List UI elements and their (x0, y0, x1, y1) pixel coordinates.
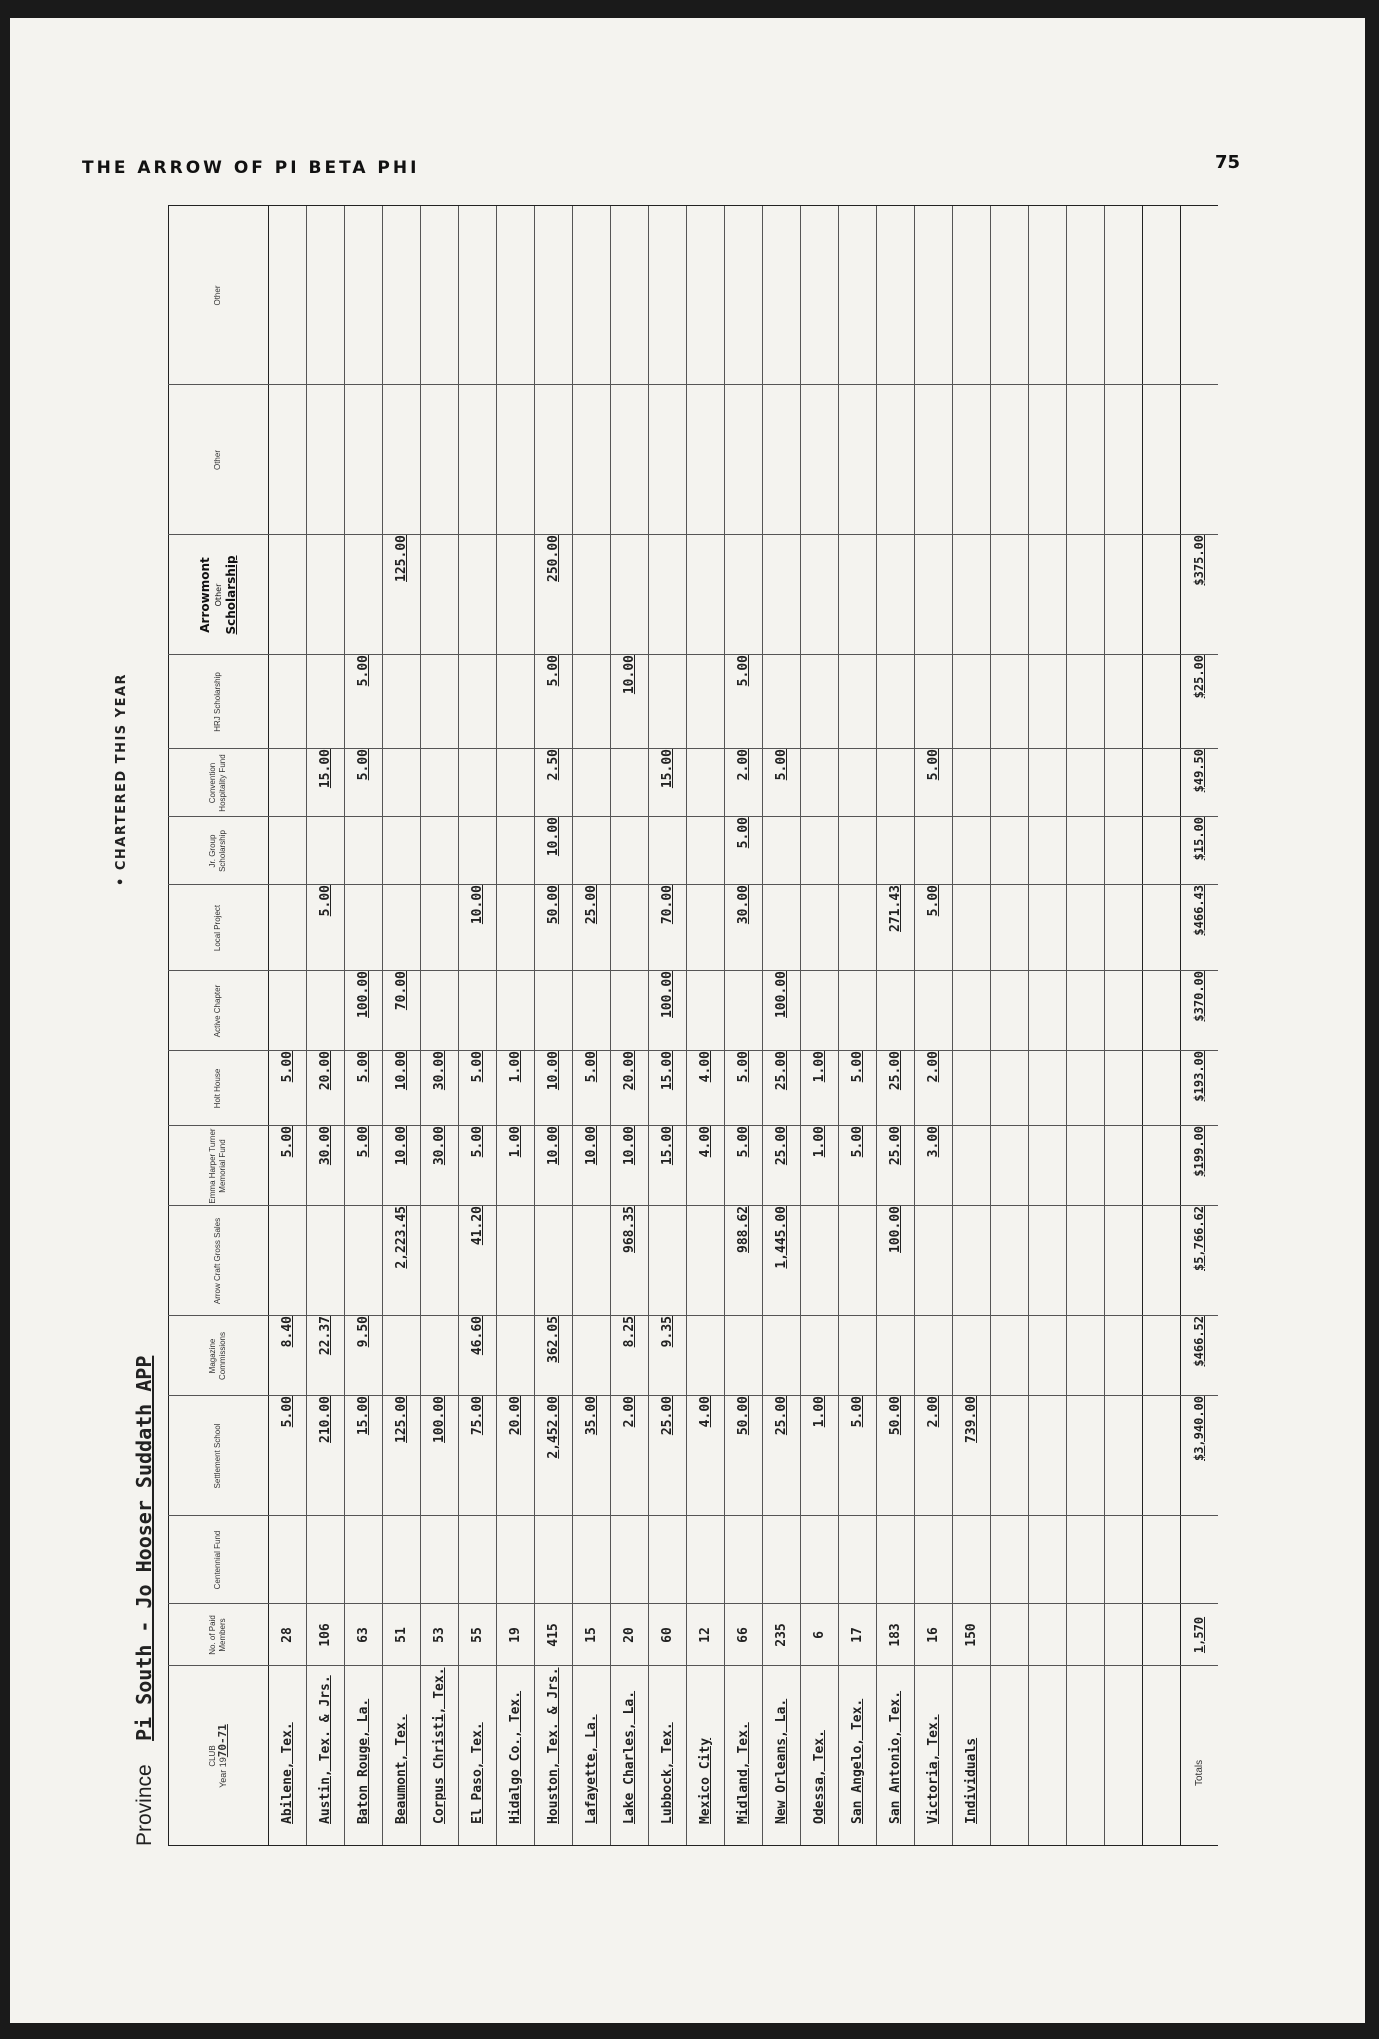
header-arrowmont-scholarship: Scholarship (223, 555, 238, 635)
cell-hrj: 5.00 (545, 655, 561, 687)
header-members (170, 1606, 266, 1664)
row-rule (572, 206, 573, 1846)
cell-members: 183 (887, 1623, 903, 1647)
cell-members: 415 (545, 1623, 561, 1647)
club-name: Houston, Tex. & Jrs. (545, 1667, 561, 1824)
cell-settlement: 5.00 (279, 1396, 295, 1428)
club-name: San Antonio, Tex. (887, 1690, 903, 1824)
header-label: Local Project (213, 904, 222, 952)
total-emma: $199.00 (1192, 1126, 1206, 1177)
header-label: HRJ Scholarship (213, 672, 222, 732)
header-hrj (170, 657, 266, 747)
row-rule (268, 206, 269, 1846)
cell-arrowcraft: 2,223.45 (393, 1206, 409, 1269)
cell-settlement: 210.00 (317, 1396, 333, 1443)
total-arrowcraft: $5,766.62 (1192, 1206, 1206, 1272)
cell-holt: 20.00 (317, 1051, 333, 1091)
header-magazine (170, 1318, 266, 1394)
cell-settlement: 5.00 (849, 1396, 865, 1428)
cell-holt: 5.00 (735, 1051, 751, 1083)
cell-members: 28 (279, 1627, 295, 1643)
cell-holt: 20.00 (621, 1051, 637, 1091)
row-rule (496, 206, 497, 1846)
cell-members: 51 (393, 1627, 409, 1643)
header-label: Jr. Group Scholarship (208, 830, 227, 872)
cell-emma: 5.00 (469, 1126, 485, 1158)
cell-hrj: 5.00 (735, 655, 751, 687)
cell-members: 55 (469, 1627, 485, 1643)
cell-arrowcraft: 968.35 (621, 1206, 637, 1253)
cell-members: 53 (431, 1627, 447, 1643)
cell-arrowcraft: 100.00 (887, 1206, 903, 1253)
row-rule (838, 206, 839, 1846)
club-name: Abilene, Tex. (279, 1722, 295, 1824)
cell-holt: 10.00 (393, 1051, 409, 1091)
row-rule (306, 206, 307, 1846)
cell-settlement: 50.00 (887, 1396, 903, 1436)
cell-settlement: 50.00 (735, 1396, 751, 1436)
header-club (170, 1668, 266, 1844)
cell-emma: 1.00 (811, 1126, 827, 1158)
cell-active: 100.00 (659, 971, 675, 1018)
totals-label: Totals (1193, 1759, 1205, 1786)
cell-convention: 5.00 (925, 749, 941, 781)
header-arrowcraft (170, 1208, 266, 1314)
header-local (170, 887, 266, 969)
row-rule (168, 206, 169, 1846)
total-jr-group: $15.00 (1192, 817, 1206, 861)
cell-members: 106 (317, 1623, 333, 1647)
cell-settlement: 2.00 (621, 1396, 637, 1428)
cell-members: 150 (963, 1623, 979, 1647)
cell-members: 19 (507, 1627, 523, 1643)
cell-members: 60 (659, 1627, 675, 1643)
cell-convention: 15.00 (317, 749, 333, 789)
cell-emma: 25.00 (887, 1126, 903, 1166)
cell-settlement: 35.00 (583, 1396, 599, 1436)
club-name: San Angelo, Tex. (849, 1698, 865, 1824)
header-year-prefix: Year 19 (218, 1757, 228, 1788)
cell-emma: 1.00 (507, 1126, 523, 1158)
header-arrowmont (170, 537, 266, 653)
cell-holt: 15.00 (659, 1051, 675, 1091)
row-rule (1066, 206, 1067, 1846)
club-name: Victoria, Tex. (925, 1714, 941, 1824)
header-label: Centennial Fund (213, 1530, 222, 1590)
cell-magazine: 22.37 (317, 1316, 333, 1356)
cell-members: 16 (925, 1627, 941, 1643)
row-rule (724, 206, 725, 1846)
cell-settlement: 25.00 (659, 1396, 675, 1436)
header-arrowmont-title: Arrowmont (197, 557, 212, 633)
header-holt (170, 1053, 266, 1124)
cell-emma: 10.00 (545, 1126, 561, 1166)
cell-settlement: 100.00 (431, 1396, 447, 1443)
total-holt: $193.00 (1192, 1051, 1206, 1102)
header-label: Other (213, 285, 222, 306)
cell-local: 70.00 (659, 885, 675, 925)
header-arrowmont-other: Other (213, 583, 223, 607)
header-convention (170, 751, 266, 815)
cell-convention: 15.00 (659, 749, 675, 789)
cell-emma: 25.00 (773, 1126, 789, 1166)
row-rule (1104, 206, 1105, 1846)
row-rule (686, 206, 687, 1846)
total-members: 1,570 (1192, 1616, 1206, 1654)
cell-magazine: 46.60 (469, 1316, 485, 1356)
cell-arrowmont: 125.00 (393, 535, 409, 582)
cell-local: 10.00 (469, 885, 485, 925)
row-rule (534, 206, 535, 1846)
cell-magazine: 9.35 (659, 1316, 675, 1348)
header-active (170, 973, 266, 1049)
cell-active: 70.00 (393, 971, 409, 1011)
cell-members: 63 (355, 1627, 371, 1643)
header-centennial (170, 1518, 266, 1602)
total-local: $466.43 (1192, 885, 1206, 936)
row-rule (382, 206, 383, 1846)
column-rule (168, 205, 1218, 206)
row-rule (914, 206, 915, 1846)
cell-magazine: 8.40 (279, 1316, 295, 1348)
cell-settlement: 25.00 (773, 1396, 789, 1436)
cell-emma: 5.00 (355, 1126, 371, 1158)
cell-arrowcraft: 41.20 (469, 1206, 485, 1246)
row-rule (610, 206, 611, 1846)
province-line (132, 1356, 157, 1846)
cell-members: 17 (849, 1627, 865, 1643)
row-rule (1180, 206, 1181, 1846)
row-rule (1028, 206, 1029, 1846)
cell-local: 5.00 (925, 885, 941, 917)
row-rule (952, 206, 953, 1846)
cell-arrowmont: 250.00 (545, 535, 561, 582)
report-form (128, 206, 1228, 1846)
total-settlement: $3,940.00 (1192, 1396, 1206, 1462)
header-jr-group (170, 819, 266, 883)
club-name: Lake Charles, La. (621, 1690, 637, 1824)
cell-jr-group: 10.00 (545, 817, 561, 857)
page-number: 75 (1214, 152, 1240, 173)
cell-emma: 5.00 (279, 1126, 295, 1158)
header-other1 (170, 387, 266, 533)
total-magazine: $466.52 (1192, 1316, 1206, 1367)
cell-convention: 2.00 (735, 749, 751, 781)
cell-holt: 5.00 (279, 1051, 295, 1083)
cell-emma: 30.00 (317, 1126, 333, 1166)
club-name: Mexico City (697, 1737, 713, 1824)
total-arrowmont: $375.00 (1192, 535, 1206, 586)
running-head: THE ARROW OF PI BETA PHI (82, 158, 420, 178)
cell-arrowcraft: 988.62 (735, 1206, 751, 1253)
row-rule (458, 206, 459, 1846)
club-name: Individuals (963, 1737, 979, 1824)
club-name: Baton Rouge, La. (355, 1698, 371, 1824)
cell-convention: 5.00 (773, 749, 789, 781)
cell-holt: 5.00 (469, 1051, 485, 1083)
cell-emma: 10.00 (583, 1126, 599, 1166)
club-name: Beaumont, Tex. (393, 1714, 409, 1824)
club-name: Hidalgo Co., Tex. (507, 1690, 523, 1824)
cell-emma: 10.00 (393, 1126, 409, 1166)
cell-active: 100.00 (773, 971, 789, 1018)
header-label: Other (213, 450, 222, 471)
cell-holt: 25.00 (773, 1051, 789, 1091)
cell-settlement: 15.00 (355, 1396, 371, 1436)
club-name: Lubbock, Tex. (659, 1722, 675, 1824)
cell-holt: 5.00 (355, 1051, 371, 1083)
cell-settlement: 739.00 (963, 1396, 979, 1443)
cell-settlement: 2,452.00 (545, 1396, 561, 1459)
cell-magazine: 9.50 (355, 1316, 371, 1348)
cell-magazine: 8.25 (621, 1316, 637, 1348)
cell-settlement: 1.00 (811, 1396, 827, 1428)
club-name: Austin, Tex. & Jrs. (317, 1675, 333, 1824)
cell-arrowcraft: 1,445.00 (773, 1206, 789, 1269)
cell-hrj: 10.00 (621, 655, 637, 695)
header-label: Holt House (213, 1068, 222, 1109)
header-emma (170, 1128, 266, 1204)
header-label: No. of Paid Members (208, 1615, 227, 1655)
club-name: Midland, Tex. (735, 1722, 751, 1824)
header-label: Magazine Commissions (208, 1332, 227, 1381)
cell-holt: 5.00 (583, 1051, 599, 1083)
club-name: New Orleans, La. (773, 1698, 789, 1824)
cell-local: 30.00 (735, 885, 751, 925)
total-convention: $49.50 (1192, 749, 1206, 793)
cell-holt: 5.00 (849, 1051, 865, 1083)
province-value: Pi South - Jo Hooser Suddath APP (132, 1355, 156, 1741)
cell-convention: 5.00 (355, 749, 371, 781)
header-other2 (170, 208, 266, 383)
total-hrj: $25.00 (1192, 655, 1206, 699)
cell-active: 100.00 (355, 971, 371, 1018)
cell-local: 50.00 (545, 885, 561, 925)
cell-settlement: 4.00 (697, 1396, 713, 1428)
header-label: Active Chapter (213, 984, 222, 1038)
header-settlement (170, 1398, 266, 1514)
chartered-note: • CHARTERED THIS YEAR (114, 672, 129, 886)
contributions-table (168, 206, 1228, 1846)
header-year-value: 70-71 (216, 1724, 229, 1758)
cell-holt: 2.00 (925, 1051, 941, 1083)
cell-holt: 1.00 (811, 1051, 827, 1083)
cell-holt: 30.00 (431, 1051, 447, 1091)
cell-settlement: 2.00 (925, 1396, 941, 1428)
cell-members: 235 (773, 1623, 789, 1647)
cell-emma: 10.00 (621, 1126, 637, 1166)
cell-emma: 15.00 (659, 1126, 675, 1166)
column-rule (168, 654, 1218, 655)
total-active: $370.00 (1192, 971, 1206, 1022)
header-label: Arrow Craft Gross Sales (213, 1217, 222, 1305)
cell-local: 271.43 (887, 885, 903, 932)
row-rule (762, 206, 763, 1846)
cell-emma: 5.00 (735, 1126, 751, 1158)
cell-holt: 1.00 (507, 1051, 523, 1083)
cell-magazine: 362.05 (545, 1316, 561, 1363)
header-label: Emma Harper Turner Memorial Fund (208, 1128, 227, 1204)
row-rule (648, 206, 649, 1846)
cell-local: 5.00 (317, 885, 333, 917)
header-club-label: CLUB (208, 1745, 217, 1767)
row-rule (800, 206, 801, 1846)
cell-jr-group: 5.00 (735, 817, 751, 849)
cell-holt: 10.00 (545, 1051, 561, 1091)
header-year (218, 1724, 228, 1788)
club-name: Odessa, Tex. (811, 1730, 827, 1824)
row-rule (1142, 206, 1143, 1846)
cell-local: 25.00 (583, 885, 599, 925)
cell-members: 6 (811, 1631, 827, 1639)
cell-members: 15 (583, 1627, 599, 1643)
cell-holt: 25.00 (887, 1051, 903, 1091)
cell-emma: 5.00 (849, 1126, 865, 1158)
cell-emma: 3.00 (925, 1126, 941, 1158)
cell-settlement: 125.00 (393, 1396, 409, 1443)
row-rule (990, 206, 991, 1846)
header-label: Convention Hospitality Fund (208, 754, 227, 812)
cell-members: 12 (697, 1627, 713, 1643)
cell-settlement: 20.00 (507, 1396, 523, 1436)
province-label: Province (133, 1764, 156, 1846)
cell-settlement: 75.00 (469, 1396, 485, 1436)
club-name: Lafayette, La. (583, 1714, 599, 1824)
cell-holt: 4.00 (697, 1051, 713, 1083)
column-rule (168, 534, 1218, 535)
cell-emma: 30.00 (431, 1126, 447, 1166)
cell-members: 66 (735, 1627, 751, 1643)
club-name: El Paso, Tex. (469, 1722, 485, 1824)
cell-hrj: 5.00 (355, 655, 371, 687)
column-rule (168, 384, 1218, 385)
document-page (10, 18, 1365, 2023)
row-rule (344, 206, 345, 1846)
club-name: Corpus Christi, Tex. (431, 1667, 447, 1824)
cell-emma: 4.00 (697, 1126, 713, 1158)
row-rule (876, 206, 877, 1846)
cell-members: 20 (621, 1627, 637, 1643)
header-label: Settlement School (213, 1423, 222, 1489)
row-rule (420, 206, 421, 1846)
cell-convention: 2.50 (545, 749, 561, 781)
